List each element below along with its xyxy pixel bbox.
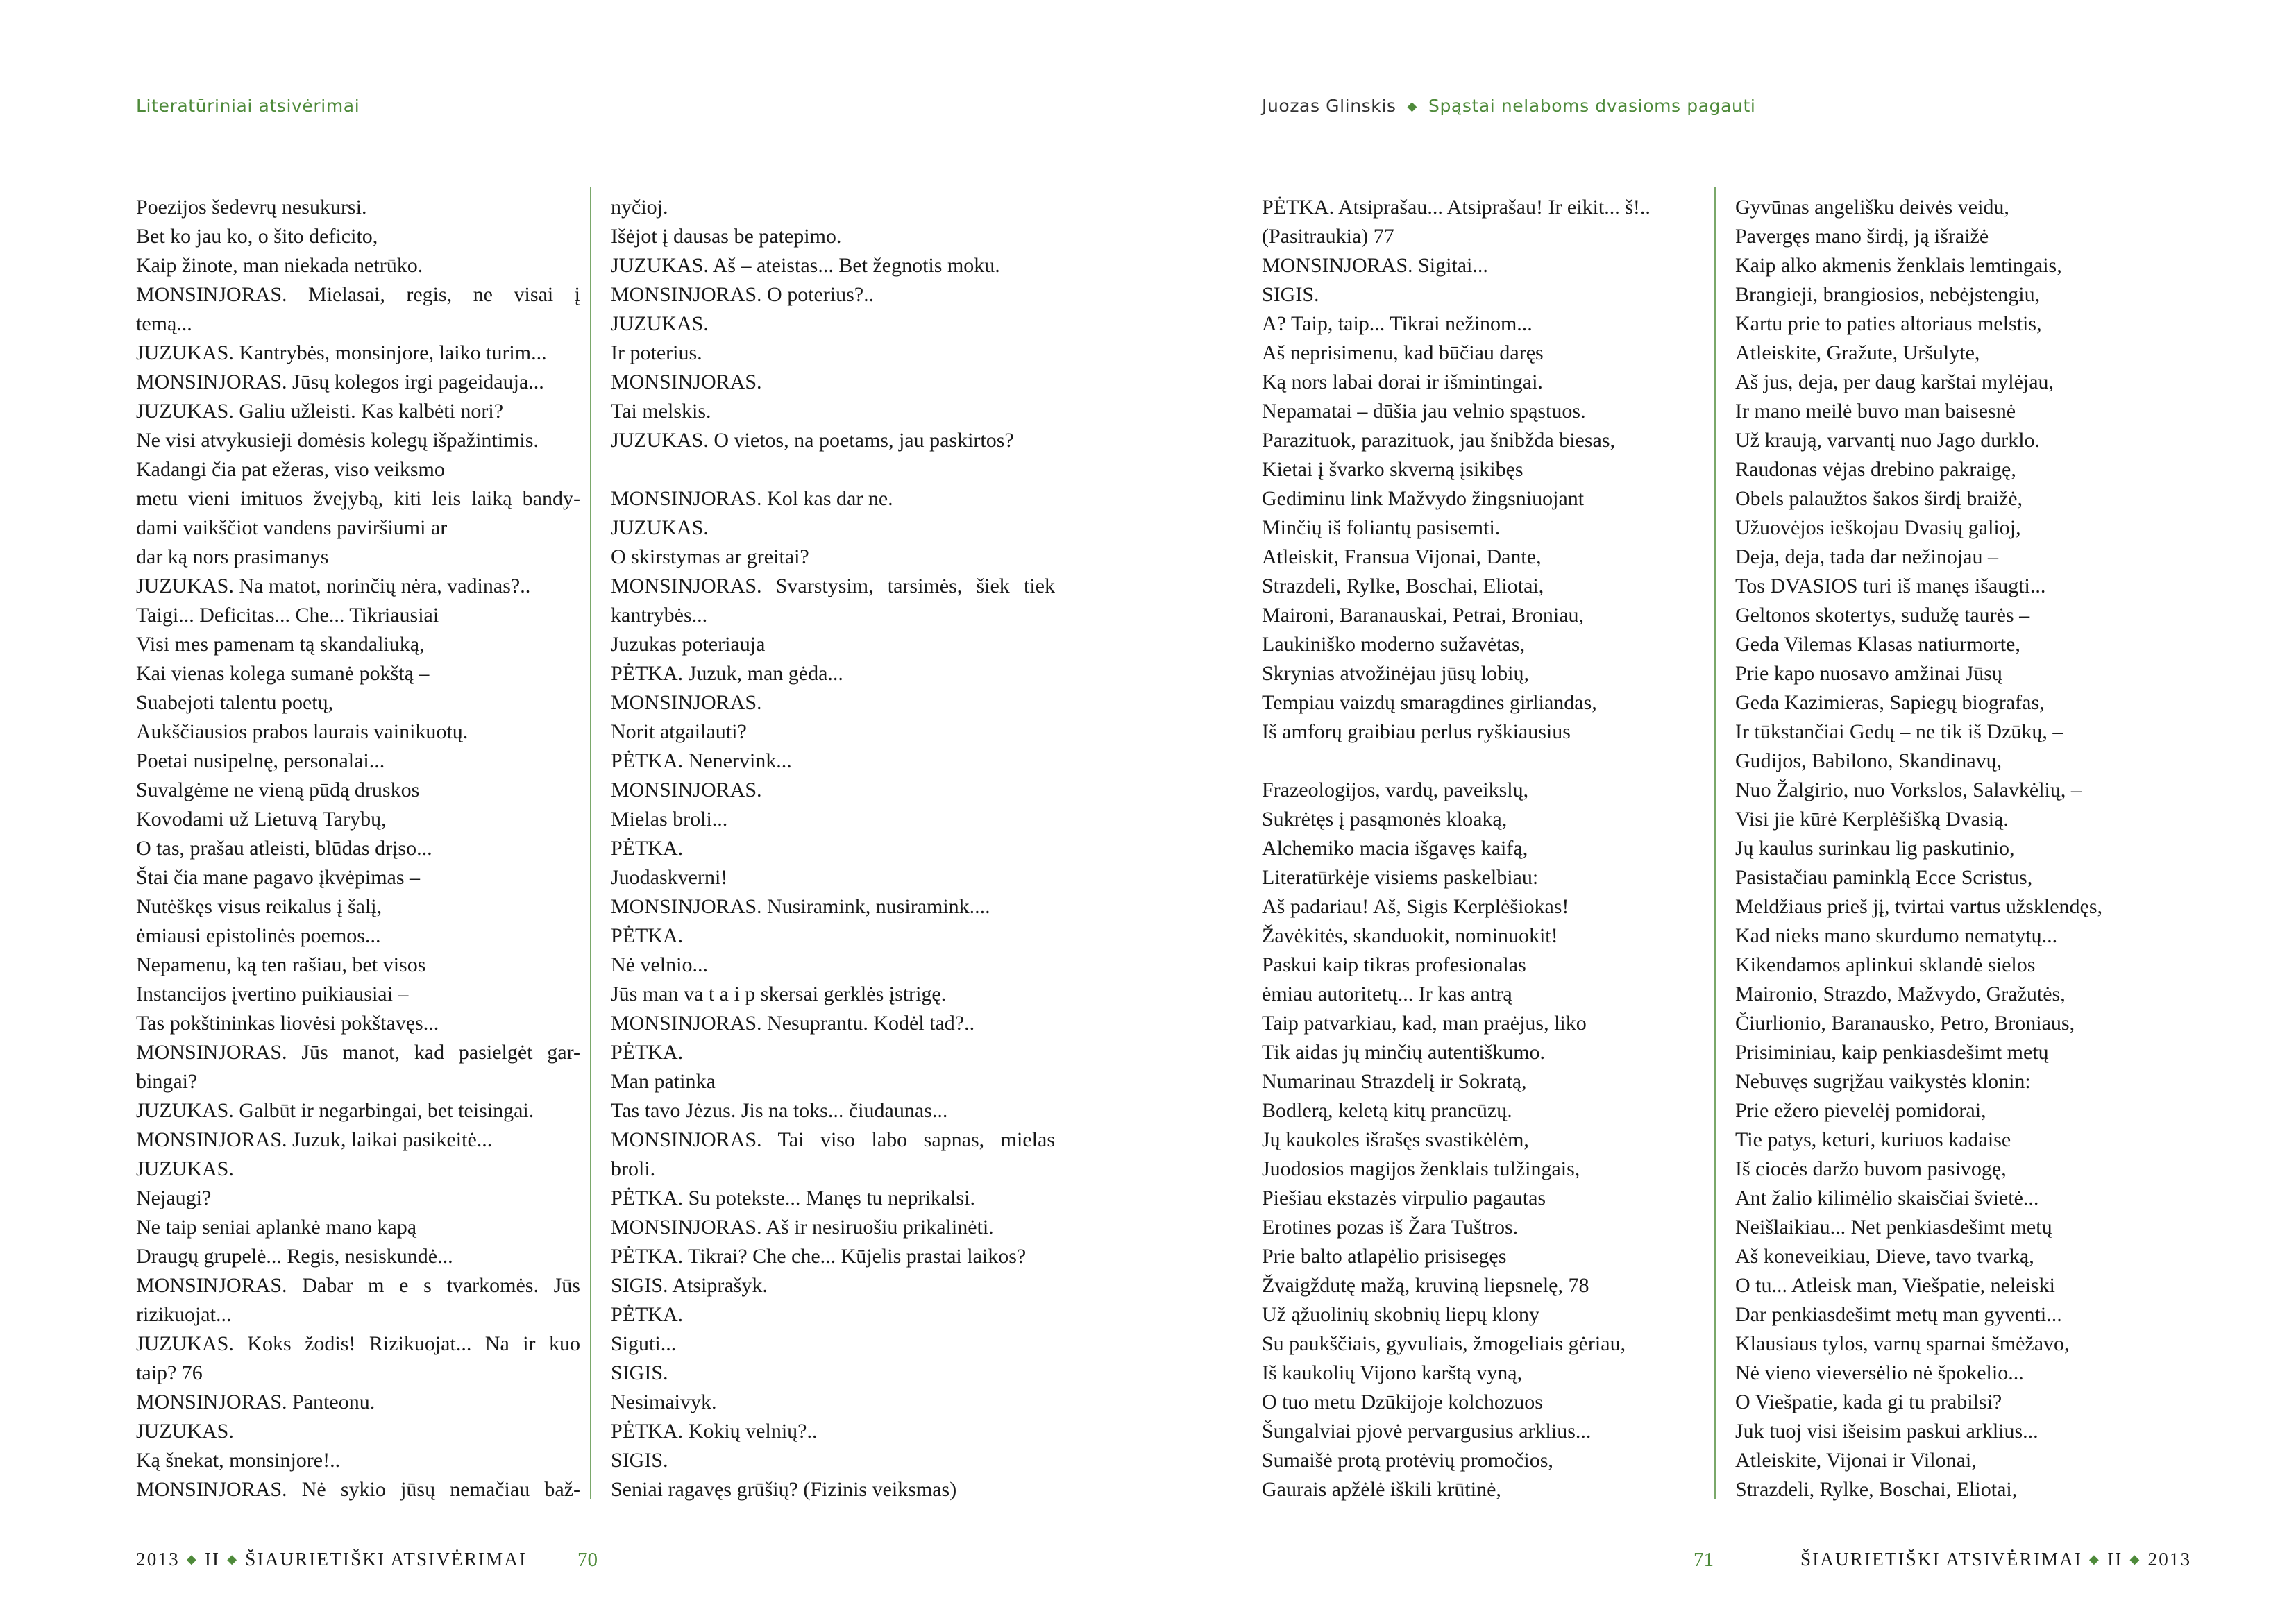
text-line: Poetai nusipelnę, personalai... <box>136 749 385 772</box>
text-line: nyčioj. <box>611 196 668 219</box>
text-line: MONSINJORAS. Nesuprantu. Kodėl tad?.. <box>611 1012 975 1035</box>
text-line: O Viešpatie, kada gi tu prabilsi? <box>1735 1391 2002 1413</box>
text-line: Gediminu link Mažvydo žingsniuojant <box>1262 487 1585 510</box>
text-line: Pasistačiau paminklą Ecce Scristus, <box>1735 866 2033 889</box>
text-line: Gudijos, Babilono, Skandinavų, <box>1735 749 2002 772</box>
text-line: PĖTKA. Nenervink... <box>611 749 792 772</box>
text-line: MONSINJORAS. Mielasai, regis, ne visai į <box>136 283 580 306</box>
text-line: Kadangi čia pat ežeras, viso veiksmo <box>136 458 445 481</box>
text-line: Siguti... <box>611 1332 677 1355</box>
text-line: Iš ciocės daržo buvom pasivogę, <box>1735 1157 2007 1180</box>
text-line: Minčių iš foliantų pasisemti. <box>1262 516 1501 539</box>
text-line: MONSINJORAS. Nusiramink, nusiramink.... <box>611 895 990 918</box>
text-line: O tu... Atleisk man, Viešpatie, neleiski <box>1735 1274 2055 1297</box>
text-line: dami vaikščiot vandens paviršiumi ar <box>136 516 448 539</box>
text-line: ėmiau autoritetų... Ir kas antrą <box>1262 983 1512 1005</box>
work-title: Spąstai nelaboms dvasioms pagauti <box>1428 96 1756 116</box>
column-divider-right <box>1714 187 1716 1499</box>
text-line: Juzukas poteriauja <box>611 633 766 656</box>
page-number-right: 71 <box>1694 1549 1714 1571</box>
text-line: Maironio, Strazdo, Mažvydo, Gražutės, <box>1735 983 2066 1005</box>
text-line: Nejaugi? <box>136 1187 212 1209</box>
text-line: JUZUKAS. Aš – ateistas... Bet žegnotis moku. <box>611 254 1000 277</box>
text-line: Suvalgėme ne vieną pūdą druskos <box>136 779 420 801</box>
text-line: Mielas broli... <box>611 808 728 831</box>
text-line: Meldžiaus prieš jį, tvirtai vartus užsklendęs, <box>1735 895 2103 918</box>
running-head-left <box>136 96 360 116</box>
text-line: MONSINJORAS. Panteonu. <box>136 1391 375 1413</box>
text-line: Atleiskit, Fransua Vijonai, Dante, <box>1262 545 1542 568</box>
text-line: metu vieni imituos žvejybą, kiti leis laiką bandy- <box>136 487 580 510</box>
text-line: JUZUKAS. <box>611 516 709 539</box>
text-line: JUZUKAS. <box>136 1157 234 1180</box>
diamond-separator-icon: ◆ <box>1407 99 1417 114</box>
diamond-icon: ◆ <box>227 1552 239 1566</box>
text-line <box>611 455 1055 484</box>
text-line: Literatūrkėje visiems paskelbiau: <box>1262 866 1539 889</box>
text-line: Aukščiausios prabos laurais vainikuotų. <box>136 720 469 743</box>
text-line: Aš neprisimenu, kad būčiau daręs <box>1262 341 1544 364</box>
footer-issue: II <box>2107 1549 2123 1570</box>
text-line: PĖTKA. Atsiprašau... Atsiprašau! Ir eikit... š!.. <box>1262 196 1651 219</box>
footer-year: 2013 <box>2147 1549 2192 1570</box>
text-line: PĖTKA. Tikrai? Che che... Kūjelis prastai laikos? <box>611 1245 1027 1268</box>
text-line: Kaip alko akmenis ženklais lemtingais, <box>1735 254 2062 277</box>
text-line: MONSINJORAS. <box>611 779 762 801</box>
text-line: Bodlerą, keletą kitų prancūzų. <box>1262 1099 1512 1122</box>
text-line: Nuo Žalgirio, nuo Vorkslos, Salavkėlių, – <box>1735 779 2082 801</box>
text-line: JUZUKAS. <box>611 312 709 335</box>
text-line: Aš jus, deja, per daug karštai mylėjau, <box>1735 371 2054 393</box>
text-line: Alchemiko macia išgavęs kaifą, <box>1262 837 1528 860</box>
text-line: Iš amforų graibiau perlus ryškiausius <box>1262 720 1571 743</box>
footer-issue: II <box>204 1549 221 1570</box>
text-line: Taip patvarkiau, kad, man praėjus, liko <box>1262 1012 1587 1035</box>
text-line: SIGIS. <box>611 1361 668 1384</box>
text-line: ėmiausi epistolinės poemos... <box>136 924 381 947</box>
text-line: Sumaišė protą protėvių promočios, <box>1262 1449 1553 1472</box>
text-line: Su paukščiais, gyvuliais, žmogeliais gėriau, <box>1262 1332 1626 1355</box>
text-line: PĖTKA. Su potekste... Manęs tu neprikalsi. <box>611 1187 975 1209</box>
text-line: Atleiskite, Vijonai ir Vilonai, <box>1735 1449 1977 1472</box>
text-line: JUZUKAS. Galbūt ir negarbingai, bet teisingai. <box>136 1099 534 1122</box>
text-line: rizikuojat... <box>136 1303 232 1326</box>
text-line: JUZUKAS. Na matot, norinčių nėra, vadinas?.. <box>136 575 531 597</box>
text-line: Tik aidas jų minčių autentiškumo. <box>1262 1041 1546 1064</box>
text-line: Nutėškęs visus reikalus į šalį, <box>136 895 382 918</box>
text-line: Kartu prie to paties altoriaus melstis, <box>1735 312 2042 335</box>
text-line: MONSINJORAS. Dabar m e s tvarkomės. Jūs <box>136 1274 580 1297</box>
text-line: Maironi, Baranauskai, Petrai, Broniau, <box>1262 604 1585 627</box>
text-line: Tas pokštininkas liovėsi pokštavęs... <box>136 1012 439 1035</box>
text-line: Visi mes pamenam tą skandaliuką, <box>136 633 425 656</box>
text-column-1 <box>136 193 580 1504</box>
text-line: Ir poterius. <box>611 341 702 364</box>
text-line: Instancijos įvertino puikiausiai – <box>136 983 409 1005</box>
text-line: Norit atgailauti? <box>611 720 747 743</box>
text-line: dar ką nors prasimanys <box>136 545 329 568</box>
text-line: Nesimaivyk. <box>611 1391 717 1413</box>
text-line: A? Taip, taip... Tikrai nežinom... <box>1262 312 1533 335</box>
footer-right <box>1800 1549 2191 1570</box>
text-line: (Pasitraukia) 77 <box>1262 225 1394 248</box>
text-line: Parazituok, parazituok, jau šnibžda biesas, <box>1262 429 1616 452</box>
text-line: Juodaskverni! <box>611 866 728 889</box>
page-number-left: 70 <box>577 1549 598 1571</box>
text-line: Čiurlionio, Baranausko, Petro, Broniaus, <box>1735 1012 2075 1035</box>
diamond-icon: ◆ <box>2089 1552 2101 1566</box>
text-line: Tie patys, keturi, kuriuos kadaise <box>1735 1128 2011 1151</box>
text-line: Už ąžuolinių skobnių liepų klony <box>1262 1303 1539 1326</box>
text-line: Taigi... Deficitas... Che... Tikriausiai <box>136 604 439 627</box>
text-line: PĖTKA. <box>611 1303 684 1326</box>
text-line: Ne taip seniai aplankė mano kapą <box>136 1216 417 1239</box>
text-line: Frazeologijos, vardų, paveikslų, <box>1262 779 1529 801</box>
text-line: Nepamenu, ką ten rašiau, bet visos <box>136 953 426 976</box>
diamond-icon: ◆ <box>2129 1552 2141 1566</box>
text-line: MONSINJORAS. Jūsų kolegos irgi pageidauja... <box>136 371 544 393</box>
text-line: Ir tūkstančiai Gedų – ne tik iš Dzūkų, – <box>1735 720 2063 743</box>
text-line: Gaurais apžėlė iškili krūtinė, <box>1262 1478 1501 1501</box>
column-divider-left <box>590 187 591 1499</box>
text-line: MONSINJORAS. Juzuk, laikai pasikeitė... <box>136 1128 493 1151</box>
text-line: Prie balto atlapėlio prisisegęs <box>1262 1245 1507 1268</box>
text-line: Štai čia mane pagavo įkvėpimas – <box>136 866 421 889</box>
text-line: Dar penkiasdešimt metų man gyventi... <box>1735 1303 2062 1326</box>
text-line: JUZUKAS. Kantrybės, monsinjore, laiko turim... <box>136 341 547 364</box>
text-line: Erotines pozas iš Žara Tuštros. <box>1262 1216 1519 1239</box>
text-line: Nepamatai – dūšia jau velnio spąstuos. <box>1262 400 1586 423</box>
text-line: Paskui kaip tikras profesionalas <box>1262 953 1526 976</box>
text-column-4 <box>1735 193 2179 1504</box>
text-line: Jų kaukoles išrašęs svastikėlėm, <box>1262 1128 1529 1151</box>
text-line: Laukiniško moderno sužavėtas, <box>1262 633 1526 656</box>
text-line: Strazdeli, Rylke, Boschai, Eliotai, <box>1262 575 1544 597</box>
text-line: MONSINJORAS. Aš ir nesiruošiu prikalinėti. <box>611 1216 994 1239</box>
text-line: PĖTKA. <box>611 837 684 860</box>
text-line: O tuo metu Dzūkijoje kolchozuos <box>1262 1391 1543 1413</box>
text-line: O tas, prašau atleisti, blūdas drįso... <box>136 837 432 860</box>
text-line: kantrybės... <box>611 604 708 627</box>
text-line: Užuovėjos ieškojau Dvasių galioj, <box>1735 516 2021 539</box>
author-name: Juozas Glinskis <box>1262 96 1396 116</box>
footer-journal: ŠIAURIETIŠKI ATSIVĖRIMAI <box>245 1549 527 1570</box>
text-line: PĖTKA. <box>611 924 684 947</box>
text-line: Iš kaukolių Vijono karštą vyną, <box>1262 1361 1523 1384</box>
text-line: Atleiskite, Gražute, Uršulyte, <box>1735 341 1980 364</box>
text-line: Suabejoti talentu poetų, <box>136 691 334 714</box>
text-line: PĖTKA. Kokių velnių?.. <box>611 1420 818 1443</box>
text-line: Gyvūnas angelišku deivės veidu, <box>1735 196 2009 219</box>
text-line: Piešiau ekstazės virpulio pagautas <box>1262 1187 1546 1209</box>
text-line: Klausiaus tylos, varnų sparnai šmėžavo, <box>1735 1332 2070 1355</box>
text-line: Kad nieks mano skurdumo nematytų... <box>1735 924 2058 947</box>
text-line: MONSINJORAS. Tai viso labo sapnas, mielas <box>611 1128 1055 1151</box>
text-line: Geda Vilemas Klasas natiurmorte, <box>1735 633 2020 656</box>
text-line: Juodosios magijos ženklais tulžingais, <box>1262 1157 1580 1180</box>
text-line: PĖTKA. <box>611 1041 684 1064</box>
text-line: Deja, deja, tada dar nežinojau – <box>1735 545 1998 568</box>
text-line: Aš padariau! Aš, Sigis Kerplėšiokas! <box>1262 895 1569 918</box>
text-line: Ką šnekat, monsinjore!.. <box>136 1449 341 1472</box>
footer-year: 2013 <box>136 1549 180 1570</box>
text-line: O skirstymas ar greitai? <box>611 545 809 568</box>
text-line: MONSINJORAS. Nė sykio jūsų nemačiau baž- <box>136 1478 580 1501</box>
text-line: Bet ko jau ko, o šito deficito, <box>136 225 378 248</box>
text-line: Kovodami už Lietuvą Tarybų, <box>136 808 387 831</box>
text-line: Ką nors labai dorai ir išmintingai. <box>1262 371 1543 393</box>
text-line: Strazdeli, Rylke, Boschai, Eliotai, <box>1735 1478 2018 1501</box>
text-line: Šungalviai pjovė pervargusius arklius... <box>1262 1420 1592 1443</box>
text-line: Nė vieno vieversėlio nė špokelio... <box>1735 1361 2024 1384</box>
footer-left <box>136 1549 527 1570</box>
text-line: Nė velnio... <box>611 953 708 976</box>
text-line: JUZUKAS. Koks žodis! Rizikuojat... Na ir kuo <box>136 1332 580 1355</box>
running-head-right <box>1262 96 1755 116</box>
text-line: Jūs man va t a i p skersai gerklės įstrigę. <box>611 983 947 1005</box>
text-line: Numarinau Strazdelį ir Sokratą, <box>1262 1070 1527 1093</box>
text-line: Nebuvęs sugrįžau vaikystės klonin: <box>1735 1070 2031 1093</box>
text-line: Jų kaulus surinkau lig paskutinio, <box>1735 837 2015 860</box>
text-line: Visi jie kūrė Kerplėšišką Dvasią. <box>1735 808 2009 831</box>
text-line: Už kraują, varvantį nuo Jago durklo. <box>1735 429 2041 452</box>
diamond-icon: ◆ <box>186 1552 198 1566</box>
text-line: Kai vienas kolega sumanė pokštą – <box>136 662 430 685</box>
text-line <box>1262 747 1706 776</box>
text-line: bingai? <box>136 1070 198 1093</box>
text-line: MONSINJORAS. O poterius?.. <box>611 283 875 306</box>
text-line: MONSINJORAS. Kol kas dar ne. <box>611 487 893 510</box>
text-line: Poezijos šedevrų nesukursi. <box>136 196 367 219</box>
text-line: Pavergęs mano širdį, ją išraižė <box>1735 225 1989 248</box>
text-line: MONSINJORAS. <box>611 371 762 393</box>
text-line: Ir mano meilė buvo man baisesnė <box>1735 400 2016 423</box>
text-line: broli. <box>611 1157 656 1180</box>
text-line: temą... <box>136 312 192 335</box>
text-line: JUZUKAS. Galiu užleisti. Kas kalbėti nori? <box>136 400 504 423</box>
text-line: MONSINJORAS. Sigitai... <box>1262 254 1488 277</box>
text-line: Tai melskis. <box>611 400 711 423</box>
text-line: JUZUKAS. <box>136 1420 234 1443</box>
text-line: Geda Kazimieras, Sapiegų biografas, <box>1735 691 2045 714</box>
text-line: Neišlaikiau... Net penkiasdešimt metų <box>1735 1216 2052 1239</box>
text-line: Juk tuoj visi išeisim paskui arklius... <box>1735 1420 2038 1443</box>
text-line: JUZUKAS. O vietos, na poetams, jau paskirtos? <box>611 429 1014 452</box>
text-line: Sukrėtęs į pasąmonės kloaką, <box>1262 808 1508 831</box>
text-line: Brangieji, brangiosios, nebėjstengiu, <box>1735 283 2041 306</box>
text-line: PĖTKA. Juzuk, man gėda... <box>611 662 843 685</box>
text-line: Geltonos skotertys, sudužę taurės – <box>1735 604 2030 627</box>
text-column-2 <box>611 193 1055 1504</box>
text-line: taip? 76 <box>136 1361 203 1384</box>
text-line: Prie ežero pievelėj pomidorai, <box>1735 1099 1986 1122</box>
text-line: SIGIS. Atsiprašyk. <box>611 1274 768 1297</box>
text-line: SIGIS. <box>611 1449 668 1472</box>
text-line: Ant žalio kilimėlio skaisčiai švietė... <box>1735 1187 2039 1209</box>
text-line: Seniai ragavęs grūšių? (Fizinis veiksmas) <box>611 1478 957 1501</box>
text-line: Prie kapo nuosavo amžinai Jūsų <box>1735 662 2002 685</box>
text-line: Prisiminiau, kaip penkiasdešimt metų <box>1735 1041 2049 1064</box>
text-line: Išėjot į dausas be patepimo. <box>611 225 842 248</box>
text-line: Skrynias atvožinėjau jūsų lobių, <box>1262 662 1529 685</box>
text-line: Aš koneveikiau, Dieve, tavo tvarką, <box>1735 1245 2034 1268</box>
text-line: SIGIS. <box>1262 283 1319 306</box>
text-line: MONSINJORAS. Jūs manot, kad pasielgėt gar- <box>136 1041 580 1064</box>
text-line: Tas tavo Jėzus. Jis na toks... čiudaunas... <box>611 1099 948 1122</box>
text-line: Draugų grupelė... Regis, nesiskundė... <box>136 1245 453 1268</box>
text-line: Žavėkitės, skanduokit, nominuokit! <box>1262 924 1558 947</box>
text-column-3 <box>1262 193 1706 1504</box>
section-title: Literatūriniai atsivėrimai <box>136 96 360 116</box>
text-line: Obels palaužtos šakos širdį braižė, <box>1735 487 2023 510</box>
text-line: Raudonas vėjas drebino pakraigę, <box>1735 458 2016 481</box>
text-line: Tos DVASIOS turi iš manęs išaugti... <box>1735 575 2046 597</box>
text-line: Kikendamos aplinkui sklandė sielos <box>1735 953 2036 976</box>
text-line: MONSINJORAS. <box>611 691 762 714</box>
text-line: Tempiau vaizdų smaragdines girliandas, <box>1262 691 1597 714</box>
text-line: Man patinka <box>611 1070 716 1093</box>
text-line: Žvaigždutę mažą, kruviną liepsnelę, 78 <box>1262 1274 1589 1297</box>
footer-journal: ŠIAURIETIŠKI ATSIVĖRIMAI <box>1800 1549 2083 1570</box>
text-line: Kietai į švarko skverną įsikibęs <box>1262 458 1523 481</box>
text-line: Kaip žinote, man niekada netrūko. <box>136 254 423 277</box>
text-line: Ne visi atvykusieji domėsis kolegų išpažintimis. <box>136 429 539 452</box>
text-line: MONSINJORAS. Svarstysim, tarsimės, šiek tiek <box>611 575 1055 597</box>
